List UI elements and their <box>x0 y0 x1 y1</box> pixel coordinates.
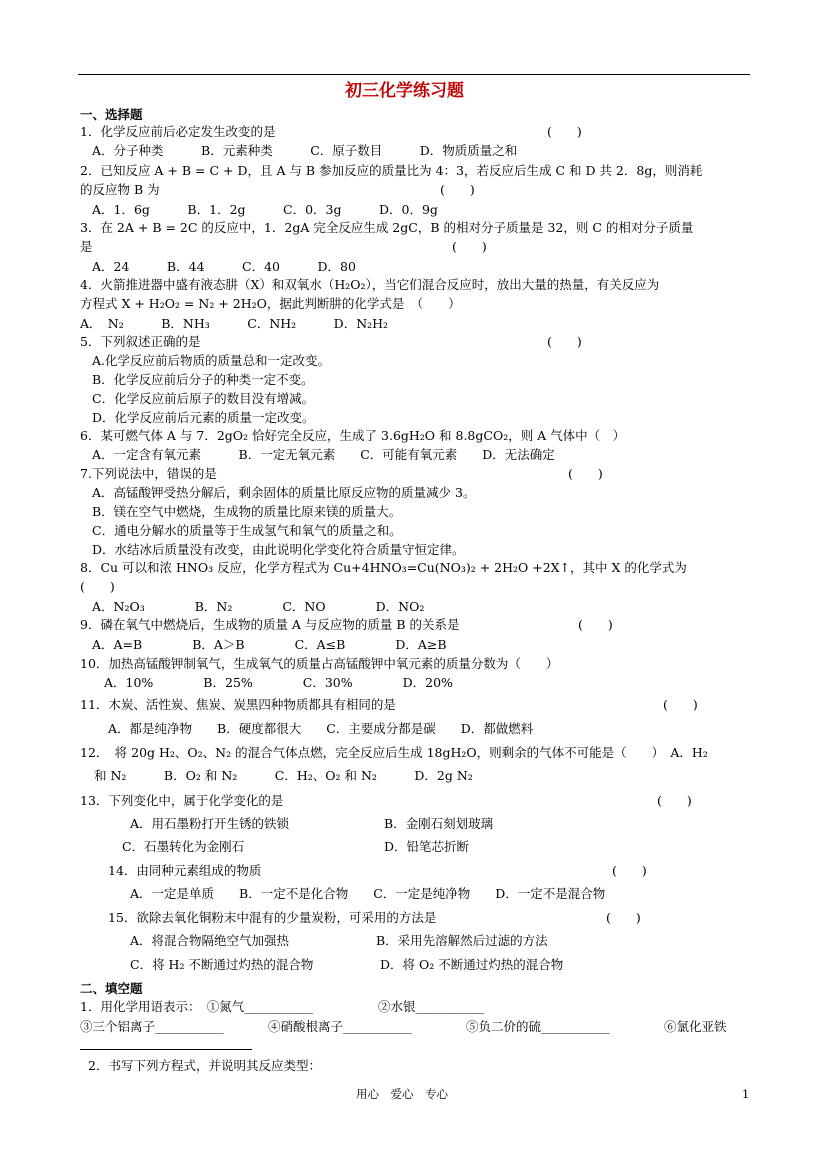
question-12-stem: 12． 将 20g H₂、O₂、N₂ 的混合气体点燃，完全反应后生成 18gH₂O，则剩余的气体不可能是（ ） A．H₂ <box>80 745 708 760</box>
question-5-option-c: C．化学反应前后原子的数目没有增减。 <box>92 391 315 406</box>
question-3-stem-cont: 是 <box>80 239 93 254</box>
footer-motto: 用心 爱心 专心 <box>356 1087 448 1101</box>
question-8-stem: 8．Cu 可以和浓 HNO₃ 反应，化学方程式为 Cu+4HNO₃=Cu(NO₃)₂ + 2H₂O +2X↑，其中 X 的化学式为 <box>80 560 687 575</box>
question-13-option-b: B．金刚石刻划玻璃 <box>384 816 494 831</box>
section-fill-heading: 二、填空题 <box>80 981 143 996</box>
question-3-stem: 3．在 2A + B = 2C 的反应中，1．2gA 完全反应生成 2gC，B 的相对分子质量是 32，则 C 的相对分子质量 <box>80 220 694 235</box>
question-4-stem: 4．火箭推进器中盛有液态肼（X）和双氧水（H₂O₂），当它们混合反应时，放出大量的热量，有关反应为 <box>80 277 660 292</box>
question-15-option-d: D．将 O₂ 不断通过灼热的混合物 <box>380 957 564 972</box>
question-2-stem-cont: 的反应物 B 为 <box>80 182 160 197</box>
question-2-answer-paren: ( ) <box>440 182 475 197</box>
question-11-answer-paren: ( ) <box>663 697 698 712</box>
question-14-options: A．一定是单质 B．一定不是化合物 C．一定是纯净物 D．一定不是混合物 <box>130 886 606 901</box>
fill-1-line2-b: ④硝酸根离子___________ <box>268 1019 412 1034</box>
fill-1-line2-d: ⑥氯化亚铁 <box>664 1019 727 1034</box>
question-9-options: A．A=B B．A＞B C．A≤B D．A≥B <box>92 637 447 652</box>
question-15-option-b: B．采用先溶解然后过滤的方法 <box>376 933 548 948</box>
question-9-answer-paren: ( ) <box>578 617 613 632</box>
question-14-answer-paren: ( ) <box>612 863 647 878</box>
question-15-option-c: C．将 H₂ 不断通过灼热的混合物 <box>130 957 314 972</box>
question-2-stem: 2．已知反应 A + B = C + D，且 A 与 B 参加反应的质量比为 4：3，若反应后生成 C 和 D 共 2．8g，则消耗 <box>80 163 703 178</box>
question-5-option-d: D．化学反应前后元素的质量一定改变。 <box>92 410 315 425</box>
question-5-answer-paren: ( ) <box>547 334 582 349</box>
question-10-options: A．10% B．25% C．30% D．20% <box>104 675 453 690</box>
question-1-stem: 1．化学反应前后必定发生改变的是 <box>80 124 276 139</box>
question-11-options: A．都是纯净物 B．硬度都很大 C．主要成分都是碳 D．都做燃料 <box>108 721 534 736</box>
question-13-answer-paren: ( ) <box>657 793 692 808</box>
question-13-stem: 13．下列变化中，属于化学变化的是 <box>80 793 284 808</box>
question-15-option-a: A．将混合物隔绝空气加强热 <box>130 933 290 948</box>
page-number: 1 <box>742 1087 750 1101</box>
fill-1-line1-b: ②水银___________ <box>378 999 485 1014</box>
page-title: 初三化学练习题 <box>345 81 464 101</box>
section-choice-heading: 一、选择题 <box>80 107 143 122</box>
question-8-options: A．N₂O₃ B．N₂ C．NO D．NO₂ <box>92 599 425 614</box>
question-12-stem-cont: 和 N₂ B．O₂ 和 N₂ C．H₂、O₂ 和 N₂ D．2g N₂ <box>94 768 473 783</box>
question-9-stem: 9．磷在氧气中燃烧后，生成物的质量 A 与反应物的质量 B 的关系是 <box>80 617 460 632</box>
question-5-stem: 5．下列叙述正确的是 <box>80 334 201 349</box>
question-15-stem: 15．欲除去氧化铜粉末中混有的少量炭粉，可采用的方法是 <box>108 910 437 925</box>
question-7-option-b: B．镁在空气中燃烧，生成物的质量比原来镁的质量大。 <box>92 504 402 519</box>
question-2-options: A．1．6g B．1．2g C．0．3g D．0．9g <box>92 202 438 217</box>
top-rule <box>78 74 750 75</box>
question-10-stem: 10．加热高锰酸钾制氧气，生成氧气的质量占高锰酸钾中氧元素的质量分数为（ ） <box>80 656 559 671</box>
question-7-stem: 7.下列说法中，错误的是 <box>80 466 217 481</box>
question-14-stem: 14．由同种元素组成的物质 <box>108 863 262 878</box>
question-7-option-c: C．通电分解水的质量等于生成氢气和氧气的质量之和。 <box>92 523 402 538</box>
fill-1-blank-line <box>80 1049 252 1050</box>
question-13-option-a: A．用石墨粉打开生锈的铁锁 <box>130 816 290 831</box>
question-15-answer-paren: ( ) <box>606 910 641 925</box>
question-13-option-d: D．铅笔芯折断 <box>384 839 470 854</box>
question-8-stem-cont: ( ) <box>80 579 115 594</box>
question-1-options: A．分子种类 B．元素种类 C．原子数目 D．物质质量之和 <box>92 143 518 158</box>
question-5-option-a: A.化学反应前后物质的质量总和一定改变。 <box>92 353 331 368</box>
question-6-options: A．一定含有氧元素 B．一定无氧元素 C．可能有氧元素 D．无法确定 <box>92 447 555 462</box>
question-7-answer-paren: ( ) <box>568 466 603 481</box>
question-11-stem: 11．木炭、活性炭、焦炭、炭黑四种物质都具有相同的是 <box>80 697 396 712</box>
question-7-option-d: D．水结冰后质量没有改变，由此说明化学变化符合质量守恒定律。 <box>92 542 465 557</box>
question-6-stem: 6．某可燃气体 A 与 7．2gO₂ 恰好完全反应，生成了 3.6gH₂O 和 8.8gCO₂，则 A 气体中（ ） <box>80 428 626 443</box>
question-13-option-c: C．石墨转化为金刚石 <box>122 839 245 854</box>
question-3-options: A．24 B．44 C．40 D．80 <box>92 259 356 274</box>
fill-1-line2-a: ③三个铝离子___________ <box>80 1019 224 1034</box>
question-4-options: A． N₂ B．NH₃ C．NH₂ D．N₂H₂ <box>80 316 389 331</box>
question-4-stem-cont: 方程式 X + H₂O₂ = N₂ + 2H₂O，据此判断肼的化学式是 （ ） <box>80 296 461 311</box>
question-3-answer-paren: ( ) <box>452 239 487 254</box>
fill-1-line1-a: 1．用化学用语表示： ①氮气___________ <box>80 999 313 1014</box>
question-7-option-a: A．高锰酸钾受热分解后，剩余固体的质量比原反应物的质量减少 3。 <box>92 485 476 500</box>
fill-1-line2-c: ⑤负二价的硫___________ <box>466 1019 610 1034</box>
question-1-answer-paren: ( ) <box>547 124 582 139</box>
fill-2-stem: 2．书写下列方程式，并说明其反应类型： <box>88 1058 321 1073</box>
question-5-option-b: B．化学反应前后分子的种类一定不变。 <box>92 372 314 387</box>
